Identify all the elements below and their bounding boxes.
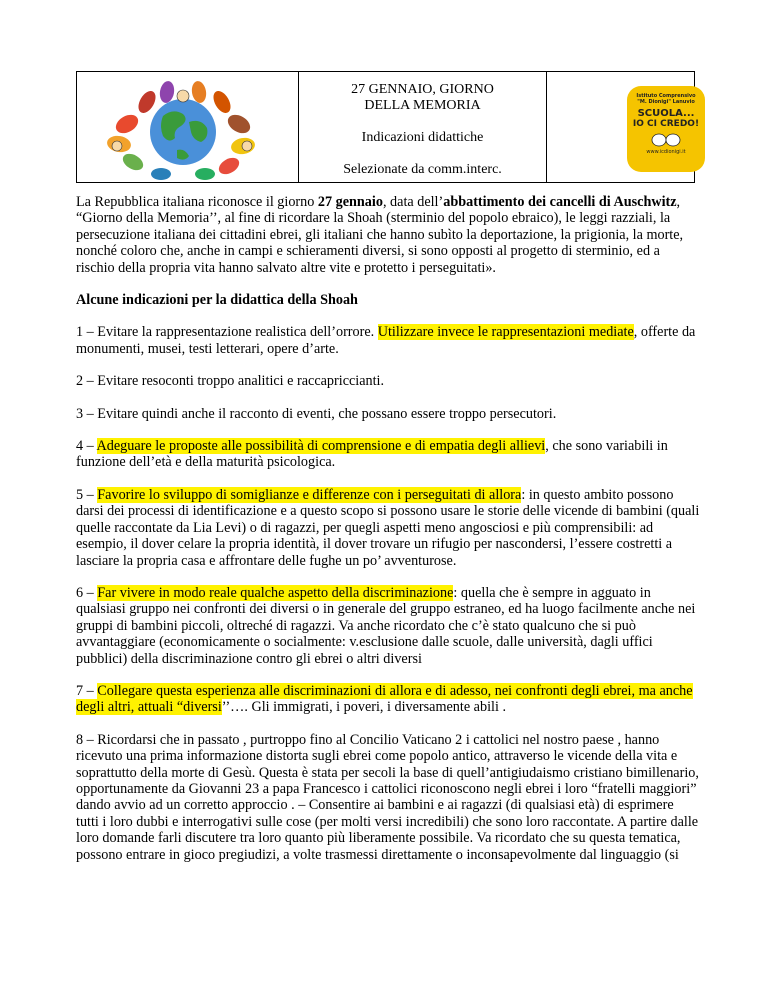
list-item: 4 – Adeguare le proposte alle possibilità di comprensione e di empatia degli allievi, che sono variabili in funzione dell’età e della maturità psicologica. bbox=[76, 438, 668, 471]
list-item: 8 – Ricordarsi che in passato , purtroppo fino al Concilio Vaticano 2 i cattolici nel nostro paese , hanno ricevuto una prima informazione distorta sugli ebrei come popolo antico, attraverso le vicende della vita e soprattutto della morte di Gesù. Questa è stata per secoli la base di quell’antigiudaismo cristiano bimillenario, opportunamente da Giovanni 23 a papa Francesco i cattolici riconoscono negli ebrei i loro “fratelli maggiori” dando avvio ad un corretto approccio . – Consentire ai bambini e ai ragazzi (di qualsiasi età) di esprimere tutti i loro dubbi e interrogativi sulle cose (per molti versi incredibili) che sono loro raccontate. A partire dalle loro domande farli discutere tra loro quanto più liberamente possibile. Va ricordato che su questa tematica, possono entrare in gioco pregiudizi, a volte trasmessi direttamente o inconsapevolmente dal linguaggio (si bbox=[76, 731, 699, 863]
header-table bbox=[76, 71, 700, 183]
title-line-1: 27 GENNAIO, GIORNO bbox=[351, 82, 494, 97]
list-item: 7 – Collegare questa esperienza alle discriminazioni di allora e di adesso, nei confronti degli ebrei, ma anche degli altri, attuali “diversi’’…. Gli immigrati, i poveri, i diversamente abili . bbox=[76, 682, 693, 716]
school-logo-slogan1: SCUOLA... bbox=[637, 108, 695, 119]
school-logo-slogan2: IO CI CREDO! bbox=[632, 119, 700, 129]
document-body bbox=[76, 194, 700, 879]
subtitle: Indicazioni didattiche bbox=[361, 130, 484, 145]
list-item: 1 – Evitare la rappresentazione realistica dell’orrore. Utilizzare invece le rappresentazioni mediate, offerte da monumenti, musei, testi letterari, opere d’arte. bbox=[76, 324, 696, 357]
list-item: 2 – Evitare resoconti troppo analitici e raccapriccianti. bbox=[76, 373, 385, 390]
hands-globe-logo bbox=[77, 72, 297, 182]
title-cell bbox=[299, 72, 547, 182]
section-title: Alcune indicazioni per la didattica della Shoah bbox=[76, 292, 358, 309]
school-logo-line1: Istituto Comprensivo bbox=[636, 93, 696, 99]
intro-paragraph: La Repubblica italiana riconosce il giorno 27 gennaio, data dell’abbattimento dei cancelli di Auschwitz, “Giorno della Memoria’’, al fine di ricordare la Shoah (sterminio del popolo ebraico), le leggi razziali, la persecuzione italiana dei cittadini ebrei, gli italiani che hanno subìto la deportazione, la prigionia, la morte, nonché coloro che, anche in campi e schieramenti diversi, si sono opposti al progetto di sterminio, ed a rischio della propria vita hanno salvato altre vite e protetto i perseguitati». bbox=[76, 194, 684, 276]
school-logo bbox=[627, 86, 705, 172]
list-item: 3 – Evitare quindi anche il racconto di eventi, che possano essere troppo persecutori. bbox=[76, 405, 557, 422]
list-item: 5 – Favorire lo sviluppo di somiglianze e differenze con i perseguitati di allora: in questo ambito possono darsi dei processi di identificazione e a questo scopo si possono usare le storie delle vicende di bambini (quali quelle raccontate da Lia Levi) o di ragazzi, per quegli aspetti meno angosciosi e più comprensibili: ad esempio, il dover celare la propria identità, il dover trovare un rifugio per nascondersi, l’essere costretti a lasciare la propria casa e affrontare delle fughe un po’ avventurose. bbox=[76, 486, 700, 569]
left-logo-cell bbox=[77, 72, 299, 182]
school-logo-line2: "M. Dionigi" Lanuvio bbox=[637, 99, 695, 105]
list-item: 6 – Far vivere in modo reale qualche aspetto della discriminazione: quella che è sempre in agguato in qualsiasi gruppo nei confronti dei diversi o in generale del gruppo estraneo, ed ha luogo facilmente anche nei gruppi di bambini piccoli, oltreché di ragazzi. Va anche ricordato che c’è stato qualcuno che si può avvantaggiare (economicamente o socialmente: v.esclusione dalle scuole, dalle università, dagli uffici pubblici) della discriminazione contro gli ebrei o altri diversi bbox=[76, 584, 696, 667]
title-line-2: DELLA MEMORIA bbox=[364, 98, 481, 113]
selected-by: Selezionate da comm.interc. bbox=[343, 162, 502, 177]
thumbs-up-icon bbox=[646, 131, 686, 147]
school-logo-cell bbox=[547, 72, 700, 182]
school-logo-url: www.icdionigi.it bbox=[646, 149, 686, 155]
